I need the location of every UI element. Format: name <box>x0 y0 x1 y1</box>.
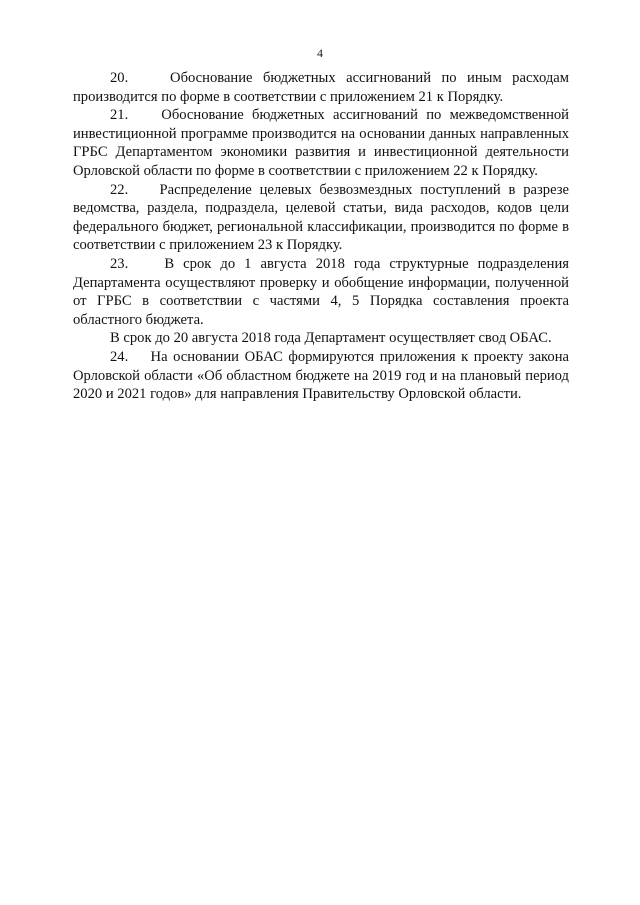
paragraph-23-continuation: В срок до 20 августа 2018 года Департамент осуществляет свод ОБАС. <box>110 330 552 347</box>
paragraph-23: 23. В срок до 1 августа 2018 года структурные подразделения Департамента осуществляют проверку и обобщение информации, полученной от ГРБС в соответствии с частями 4, 5 Порядка составления проекта областного бюджета. <box>73 255 569 328</box>
paragraph-20: 20. Обоснование бюджетных ассигнований по иным расходам производится по форме в соответствии с приложением 21 к Порядку. <box>73 70 569 105</box>
page-number: 4 <box>317 46 323 60</box>
paragraph-24: 24. На основании ОБАС формируются приложения к проекту закона Орловской области «Об областном бюджете на 2019 год и на плановый период 2020 и 2021 годов» для направления Правительству Орловской области. <box>73 348 569 403</box>
document-body <box>73 69 569 404</box>
paragraph-22: 22. Распределение целевых безвозмездных поступлений в разрезе ведомства, раздела, подраздела, целевой статьи, вида расходов, кодов цели федерального бюджет, региональной классификации, производится по форме в соответствии с приложением 23 к Порядку. <box>73 181 569 254</box>
paragraph-21: 21. Обоснование бюджетных ассигнований по межведомственной инвестиционной программе производится на основании данных направленных ГРБС Департаментом экономики развития и инвестиционной деятельности Орловской области по форме в соответствии с приложением 22 к Порядку. <box>73 107 569 179</box>
